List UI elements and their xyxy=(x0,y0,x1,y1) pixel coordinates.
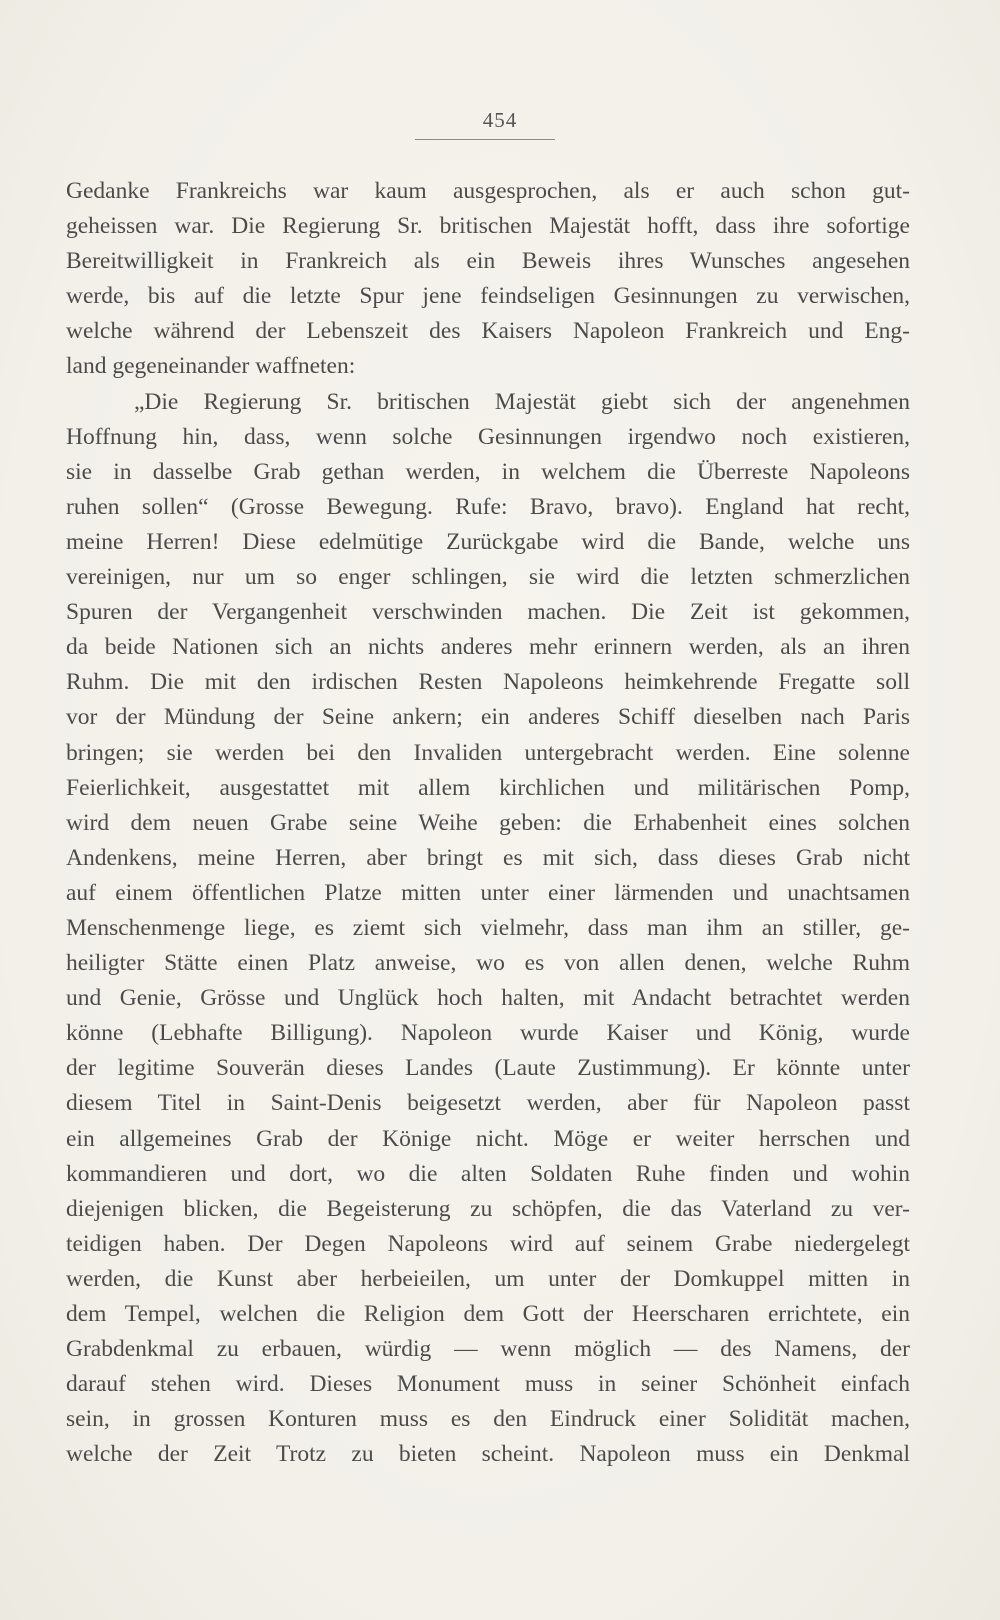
text-line: heiligter Stätte einen Platz anweise, wo es von allen denen, welche Ruhm xyxy=(66,950,910,977)
text-line: Bereitwilligkeit in Frankreich als ein Beweis ihres Wunsches angesehen xyxy=(66,248,910,275)
text-line: Hoffnung hin, dass, wenn solche Gesinnungen irgendwo noch existieren, xyxy=(66,423,910,450)
text-line: werden, die Kunst aber herbeieilen, um unter der Domkuppel mitten in xyxy=(66,1265,910,1292)
text-line: „Die Regierung Sr. britischen Majestät giebt sich der angenehmen xyxy=(134,388,910,415)
page-number: 454 xyxy=(482,108,518,132)
text-line: kommandieren und dort, wo die alten Soldaten Ruhe finden und wohin xyxy=(66,1160,910,1187)
text-line: teidigen haben. Der Degen Napoleons wird auf seinem Grabe niedergelegt xyxy=(66,1230,910,1257)
text-line: darauf stehen wird. Dieses Monument muss in seiner Schönheit einfach xyxy=(66,1371,910,1398)
text-line: ein allgemeines Grab der Könige nicht. Möge er weiter herrschen und xyxy=(66,1125,910,1152)
text-line: sein, in grossen Konturen muss es den Eindruck einer Solidität machen, xyxy=(66,1406,910,1433)
text-line: da beide Nationen sich an nichts anderes mehr erinnern werden, als an ihren xyxy=(66,634,910,661)
text-line: werde, bis auf die letzte Spur jene feindseligen Gesinnungen zu verwischen, xyxy=(66,283,910,310)
text-line: Ruhm. Die mit den irdischen Resten Napoleons heimkehrende Fregatte soll xyxy=(66,669,910,696)
text-line: welche der Zeit Trotz zu bieten scheint. Napoleon muss ein Denkmal xyxy=(66,1441,910,1468)
text-line: vereinigen, nur um so enger schlingen, sie wird die letzten schmerzlichen xyxy=(66,564,910,591)
text-line: Feierlichkeit, ausgestattet mit allem kirchlichen und militärischen Pomp, xyxy=(66,774,910,801)
text-line: dem Tempel, welchen die Religion dem Gott der Heerscharen errichtete, ein xyxy=(66,1301,910,1327)
text-line: Menschenmenge liege, es ziemt sich vielmehr, dass man ihm an stiller, ge- xyxy=(66,914,910,941)
text-line: vor der Mündung der Seine ankern; ein anderes Schiff dieselben nach Paris xyxy=(66,704,910,731)
text-line: Grabdenkmal zu erbauen, würdig — wenn möglich — des Namens, der xyxy=(66,1336,910,1363)
text-line: diejenigen blicken, die Begeisterung zu schöpfen, die das Vaterland zu ver- xyxy=(66,1195,910,1222)
text-line: Andenkens, meine Herren, aber bringt es mit sich, dass dieses Grab nicht xyxy=(66,844,910,871)
text-line: welche während der Lebenszeit des Kaisers Napoleon Frankreich und Eng- xyxy=(66,318,910,345)
text-line: auf einem öffentlichen Platze mitten unter einer lärmenden und unachtsamen xyxy=(66,879,910,906)
header-rule xyxy=(415,139,555,140)
text-line: Gedanke Frankreichs war kaum ausgesprochen, als er auch schon gut- xyxy=(66,178,910,204)
text-line: land gegeneinander waffneten: xyxy=(66,353,356,380)
text-line: geheissen war. Die Regierung Sr. britischen Majestät hofft, dass ihre sofortige xyxy=(66,213,910,240)
text-line: meine Herren! Diese edelmütige Zurückgabe wird die Bande, welche uns xyxy=(66,528,910,555)
text-line: der legitime Souverän dieses Landes (Laute Zustimmung). Er könnte unter xyxy=(66,1055,910,1082)
text-line: diesem Titel in Saint-Denis beigesetzt werden, aber für Napoleon passt xyxy=(66,1090,910,1117)
body-text xyxy=(66,174,910,1472)
text-line: Spuren der Vergangenheit verschwinden machen. Die Zeit ist gekommen, xyxy=(66,599,910,626)
text-line: sie in dasselbe Grab gethan werden, in welchem die Überreste Napoleons xyxy=(66,458,910,485)
text-line: könne (Lebhafte Billigung). Napoleon wurde Kaiser und König, wurde xyxy=(66,1020,910,1047)
text-line: ruhen sollen“ (Grosse Bewegung. Rufe: Bravo, bravo). England hat recht, xyxy=(66,493,910,520)
text-line: und Genie, Grösse und Unglück hoch halten, mit Andacht betrachtet werden xyxy=(66,985,910,1012)
text-line: bringen; sie werden bei den Invaliden untergebracht werden. Eine solenne xyxy=(66,739,910,766)
text-line: wird dem neuen Grabe seine Weihe geben: die Erhabenheit eines solchen xyxy=(66,809,910,836)
